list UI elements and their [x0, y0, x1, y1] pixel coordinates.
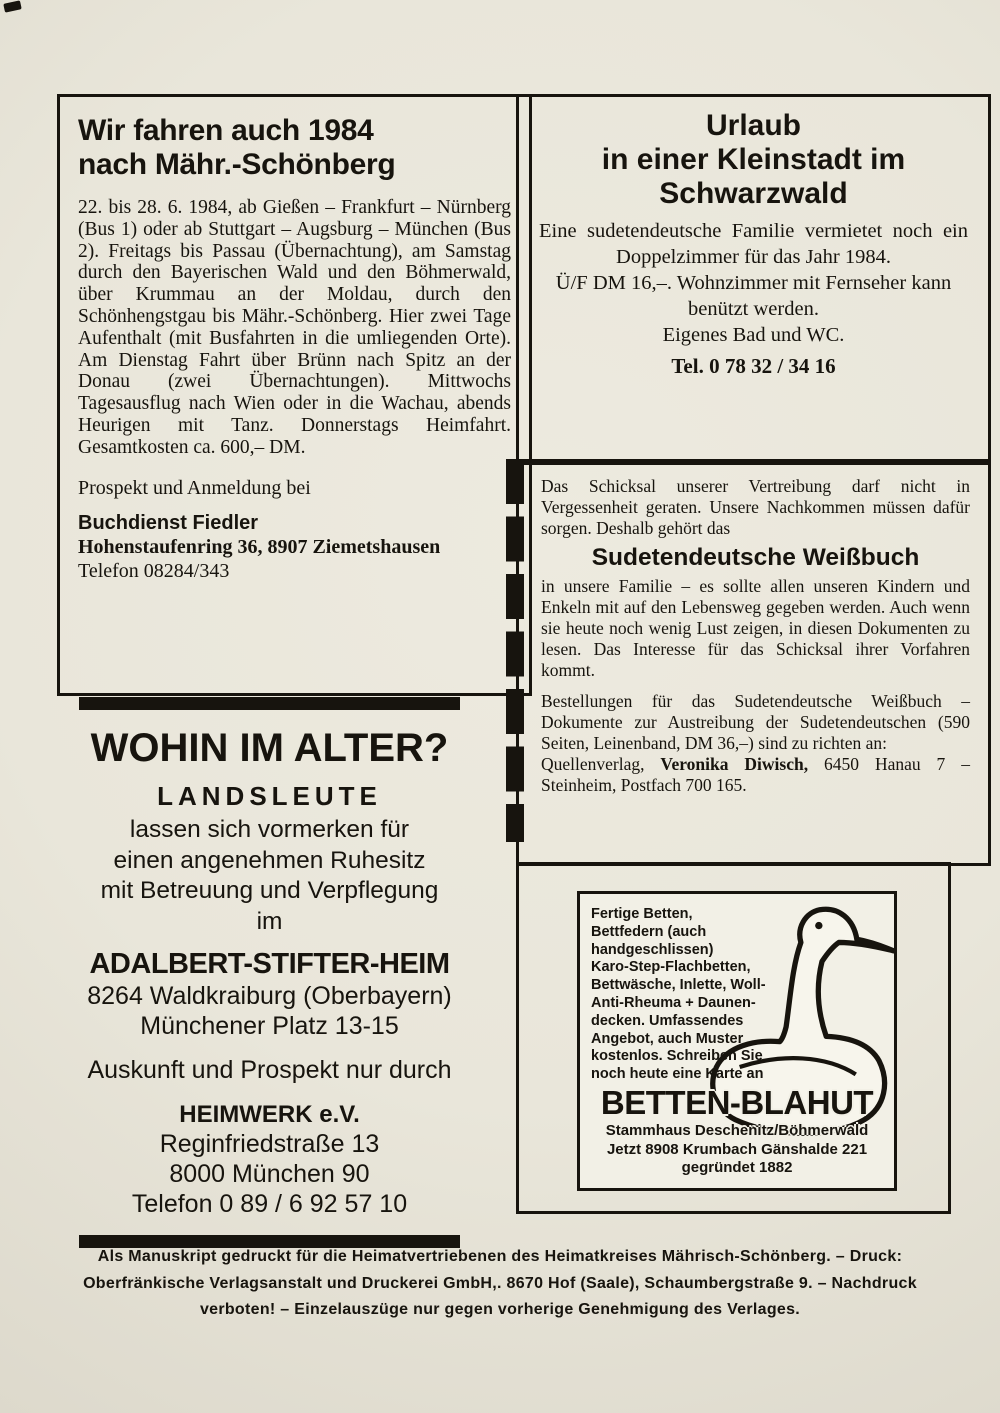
betten-ad-box: [516, 862, 951, 1214]
trip-ad-title-line1: Wir fahren auch 1984: [78, 114, 374, 147]
urlaub-ad-title: [539, 109, 968, 211]
betten-body-line: noch heute eine Karte an: [591, 1066, 764, 1083]
urlaub-ad-box: [516, 94, 991, 465]
betten-body-line: Angebot, auch Muster: [591, 1030, 744, 1047]
wohin-intro-line4: im: [256, 907, 283, 935]
betten-body-line: Bettwäsche, Inlette, Woll-: [591, 977, 766, 994]
trip-ad-title-line2: nach Mähr.-Schönberg: [78, 148, 396, 181]
betten-address-line3: gegründet 1882: [681, 1159, 793, 1176]
weissbuch-ad-box: [516, 459, 991, 866]
betten-address-line2: Jetzt 8908 Krumbach Gänshalde 221: [606, 1140, 868, 1158]
film-strip-dashes-decoration: [506, 459, 524, 842]
wohin-subtitle: LANDSLEUTE: [157, 781, 382, 811]
wohin-org-address2: 8000 München 90: [169, 1160, 370, 1188]
trip-ad-contact-phone: Telefon 08284/343: [78, 559, 230, 582]
wohin-org-address1: Reginfriedstraße 13: [159, 1130, 380, 1158]
wohin-intro-line2: einen angenehmen Ruhesitz: [113, 846, 426, 874]
betten-body-line: handgeschlissen): [591, 941, 714, 958]
urlaub-ad-body2: Ü/F DM 16,–. Wohnzimmer mit Fernseher kann benützt werden.: [555, 272, 952, 320]
betten-body-line: Anti-Rheuma + Daunen-: [591, 994, 756, 1011]
betten-address: [580, 1122, 894, 1178]
weissbuch-heading: Sudetendeutsche Weißbuch: [591, 543, 920, 571]
urlaub-ad-title-line1: Urlaub: [705, 109, 801, 142]
trip-ad-contact-name: Buchdienst Fiedler: [78, 511, 259, 534]
footer-line2: Oberfränkische Verlagsanstalt und Druckerei GmbH,. 8670 Hof (Saale), Schaumbergstraße 9. – Nachdruck: [83, 1274, 917, 1292]
weissbuch-publisher: [541, 754, 970, 796]
wohin-title: WOHIN IM ALTER?: [90, 726, 449, 770]
wohin-intro: [79, 815, 460, 937]
page-footer-imprint: [50, 1244, 950, 1324]
betten-body-line: kostenlos. Schreiben Sie: [591, 1048, 763, 1065]
footer-line3: verboten! – Einzelauszüge nur gegen vorherige Genehmigung des Verlages.: [199, 1301, 801, 1318]
black-bar-top: [79, 697, 460, 710]
publisher-name: Veronika Diwisch,: [660, 754, 809, 775]
wohin-home-address2: Münchener Platz 13-15: [140, 1012, 399, 1040]
trip-ad-title: [78, 114, 511, 182]
trip-ad-body: 22. bis 28. 6. 1984, ab Gießen – Frankfurt – Nürnberg (Bus 1) oder ab Stuttgart – Augsburg – München (Bus 2). Freitags bis Passau (Übernachtung), am Samstag durch den Bayerischen Wald und den Böhmerwald, über Krummau an der Moldau, durch den Schönhengstgau bis Mähr.-Schönberg. Hier zwei Tage Aufenthalt (mit Busfahrten in die umliegenden Orte). Am Dienstag Fahrt über Brünn nach Spitz an der Donau (zwei Übernachtungen). Mittwochs Tagesausflug nach Wien oder in die Wachau, abends Heurigen mit Tanz. Donnerstags Heimfahrt. Gesamtkosten ca. 600,– DM.: [78, 197, 511, 458]
betten-body-line: Bettfedern (auch: [591, 923, 707, 940]
urlaub-ad-title-line3: Schwarzwald: [659, 177, 848, 210]
wohin-ad: [79, 697, 460, 1248]
trip-ad-contact-intro: Prospekt und Anmeldung bei: [78, 476, 311, 499]
weissbuch-intro: Das Schicksal unserer Vertreibung darf nicht in Vergessenheit geraten. Unsere Nachkommen müssen dafür sorgen. Deshalb gehört das: [541, 476, 970, 539]
publisher-suffix: 6450 Hanau 7 – Steinheim, Postfach 700 165.: [541, 754, 970, 796]
trip-ad-contact-address: Hohenstaufenring 36, 8907 Ziemetshausen: [78, 535, 441, 558]
betten-body-line: Karo-Step-Flachbetten,: [591, 959, 751, 976]
betten-body-line: Fertige Betten,: [591, 906, 693, 922]
wohin-home-address1: 8264 Waldkraiburg (Oberbayern): [87, 982, 452, 1010]
scan-artifact: [3, 0, 21, 12]
betten-address-line1: Stammhaus Deschenitz/Böhmerwald: [605, 1122, 869, 1139]
urlaub-ad-body1: Eine sudetendeutsche Familie vermietet noch ein Doppelzimmer für das Jahr 1984.: [539, 220, 968, 268]
wohin-home-name: ADALBERT-STIFTER-HEIM: [89, 948, 450, 980]
trip-ad-box: [57, 94, 532, 696]
betten-body-line: decken. Umfassendes: [591, 1012, 744, 1029]
urlaub-ad-body3: Eigenes Bad und WC.: [662, 324, 845, 346]
wohin-org-phone: Telefon 0 89 / 6 92 57 10: [131, 1190, 408, 1218]
wohin-intro-line1: lassen sich vormerken für: [129, 816, 410, 843]
urlaub-ad-phone: Tel. 0 78 32 / 34 16: [671, 354, 836, 378]
betten-ad-inner-box: [577, 891, 897, 1191]
wohin-intro-line3: mit Betreuung und Verpflegung: [100, 877, 439, 904]
betten-body-text: [591, 906, 766, 1084]
publisher-prefix: Quellenverlag,: [541, 754, 661, 775]
urlaub-ad-title-line2: in einer Kleinstadt im: [601, 143, 906, 176]
footer-line1: Als Manuskript gedruckt für die Heimatvertriebenen des Heimatkreises Mährisch-Schönberg. – Druck:: [97, 1248, 903, 1265]
weissbuch-body: in unsere Familie – es sollte allen unseren Kindern und Enkeln mit auf den Lebensweg gegeben werden. Auch wenn sie heute noch wenig Lust zeigen, in diesen Dokumenten zu lesen. Das Interesse für das Schicksal ihrer Vorfahren kommt.: [541, 575, 970, 681]
betten-brand-name: BETTEN-BLAHUT: [600, 1084, 874, 1121]
wohin-info-line: Auskunft und Prospekt nur durch: [87, 1056, 452, 1084]
weissbuch-order-info: Bestellungen für das Sudetendeutsche Weißbuch – Dokumente zur Austreibung der Sudetendeutschen (590 Seiten, Leinenband, DM 36,–) sind zu richten an:: [541, 690, 970, 754]
wohin-org-name: HEIMWERK e.V.: [179, 1101, 360, 1128]
